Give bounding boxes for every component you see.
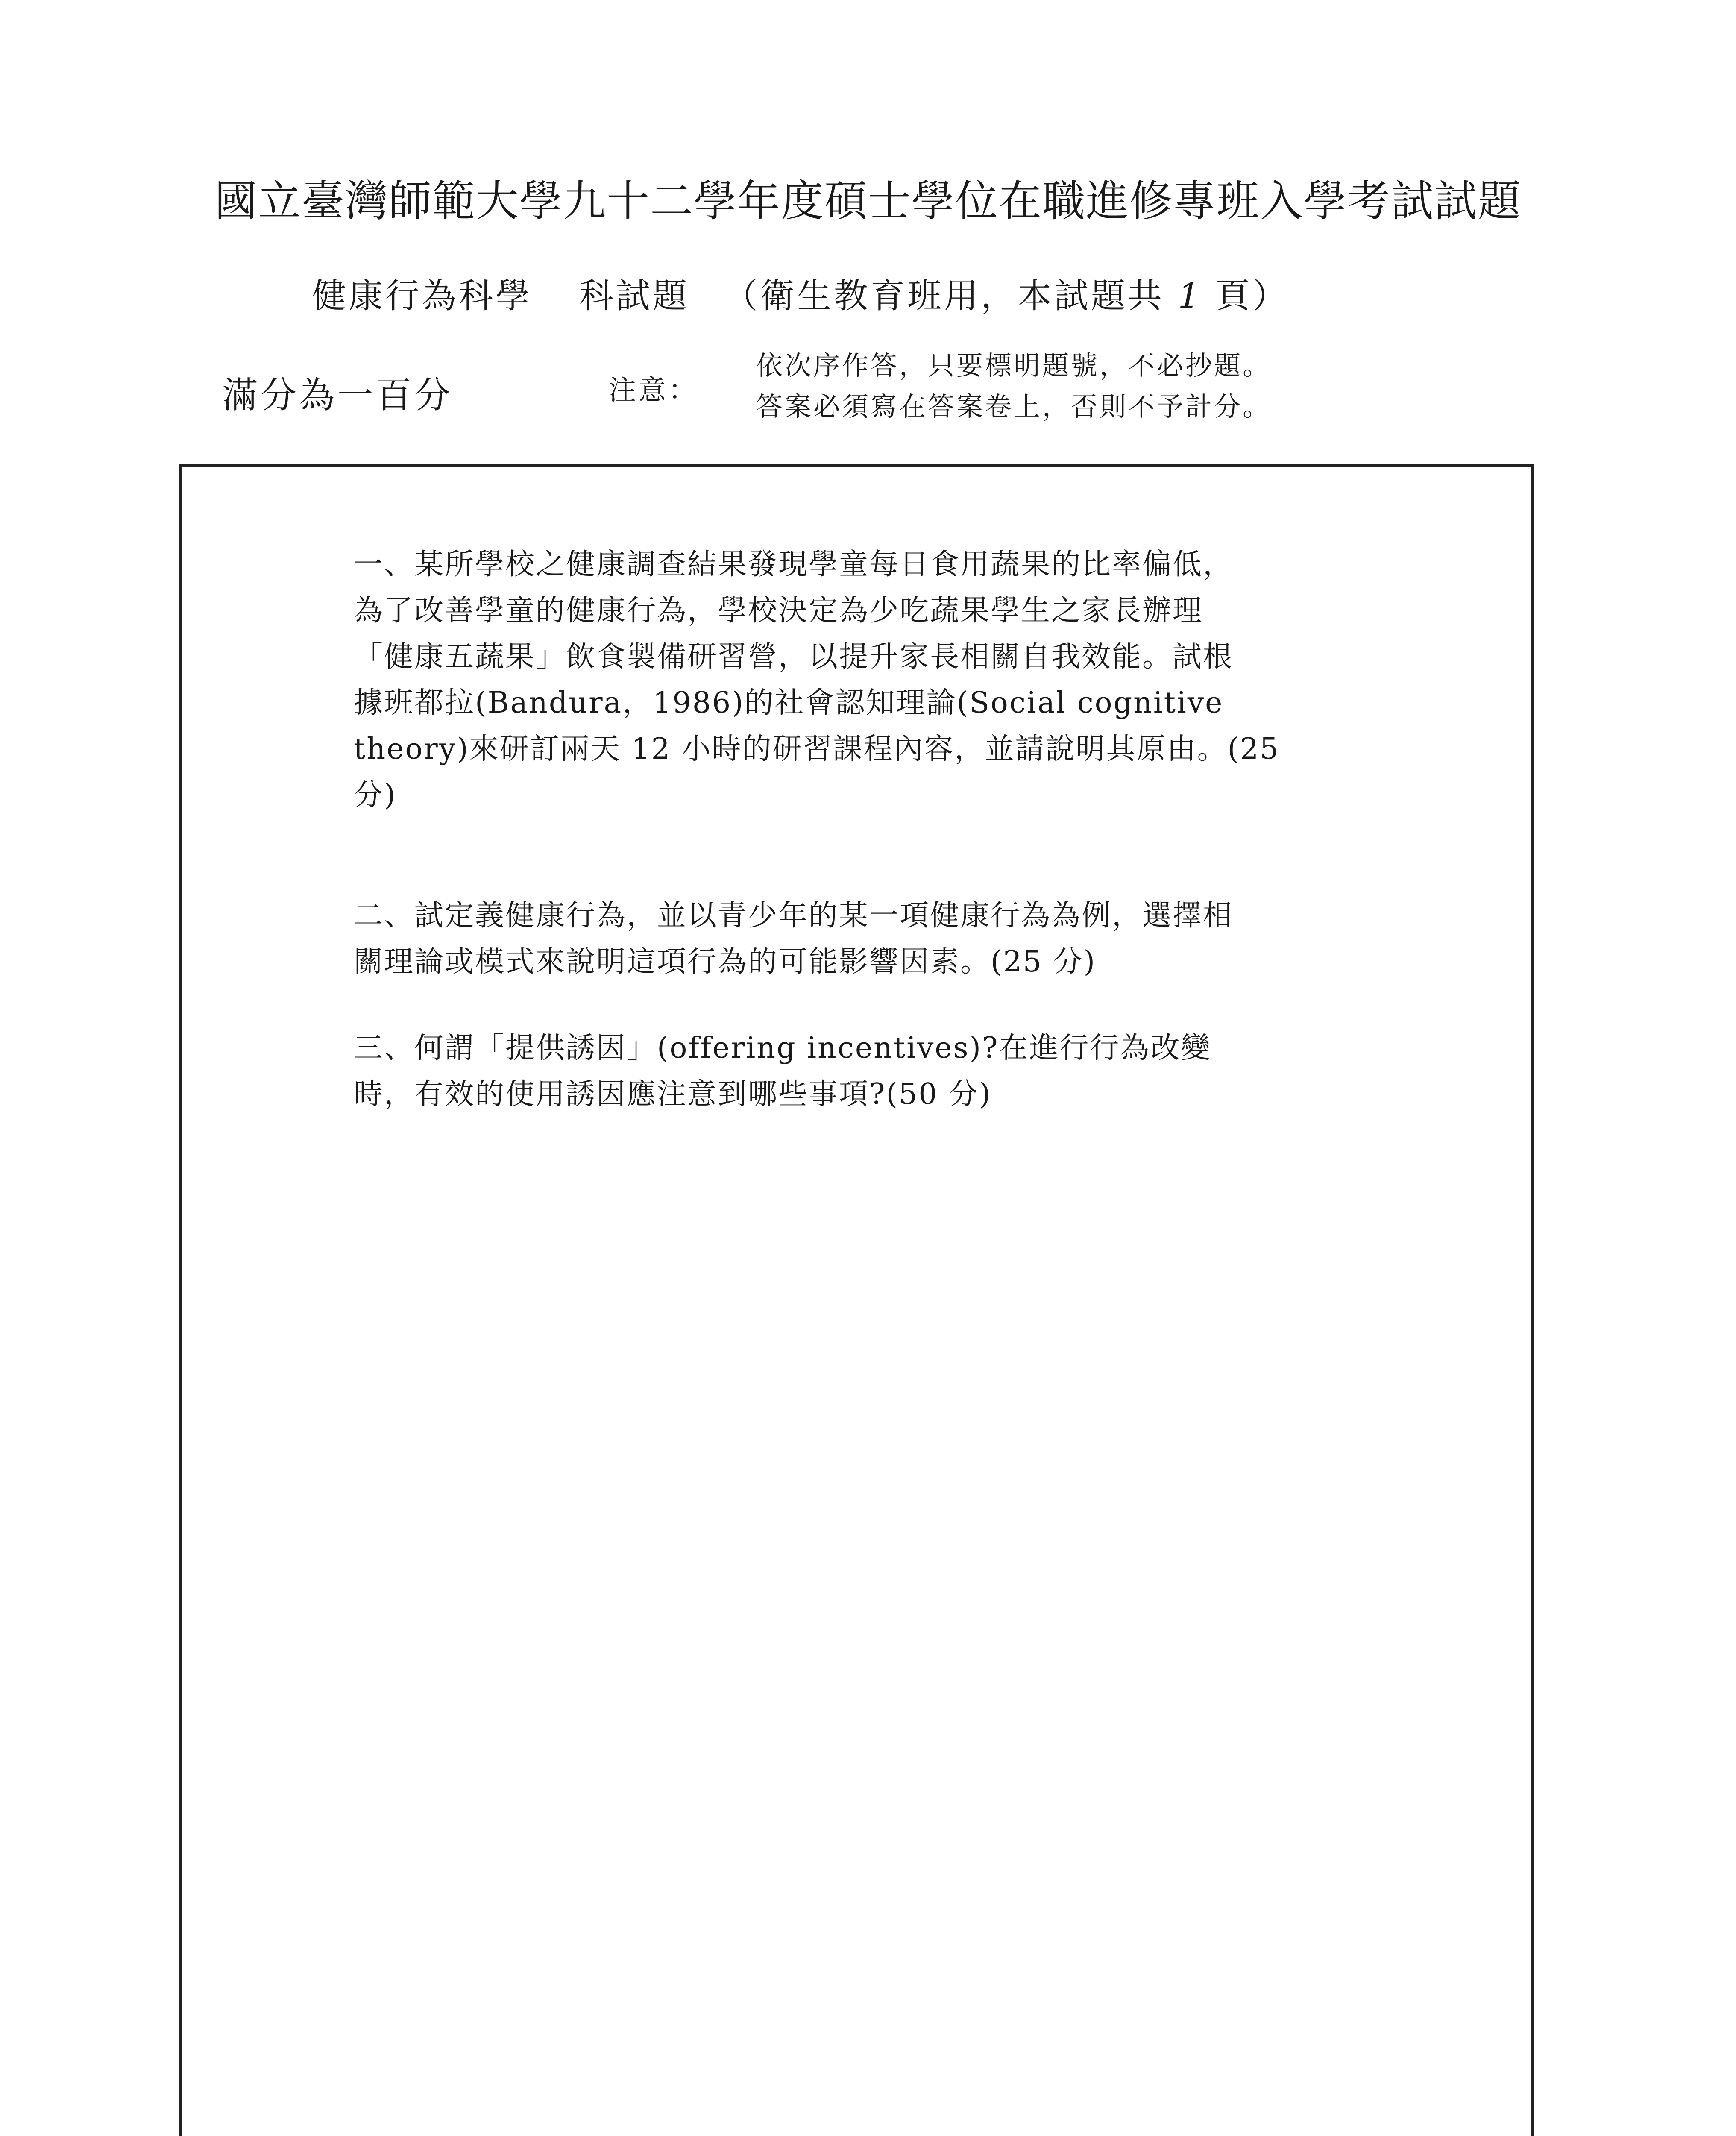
question-line: 「健康五蔬果」飲食製備研習營，以提升家長相關自我效能。試根 [354, 640, 1234, 674]
subject-suffix: 科試題 [579, 276, 689, 316]
page-count: 1 [1178, 276, 1202, 316]
question-2 [354, 893, 1358, 985]
notice-text [756, 345, 1271, 427]
question-line: 分) [354, 778, 397, 812]
question-line: 一、某所學校之健康調查結果發現學童每日食用蔬果的比率偏低， [354, 548, 1234, 581]
notice-line: 答案必須寫在答案卷上，否則不予計分。 [756, 391, 1272, 422]
question-line: 為了改善學童的健康行為，學校決定為少吃蔬果學生之家長辦理 [354, 594, 1203, 628]
exam-title: 國立臺灣師範大學九十二學年度碩士學位在職進修專班入學考試試題 [214, 176, 1522, 226]
question-line: 關理論或模式來說明這項行為的可能影響因素。(25 分) [354, 945, 1097, 979]
question-line: 時，有效的使用誘因應注意到哪些事項?(50 分) [354, 1077, 992, 1111]
question-line: theory)來研訂兩天 12 小時的研習課程內容，並請說明其原由。(25 [354, 732, 1280, 766]
full-score-note: 滿分為一百分 [222, 374, 453, 416]
class-note: （衛生教育班用，本試題共 [724, 276, 1164, 316]
exam-subtitle [312, 268, 1289, 317]
subject-name: 健康行為科學 [312, 276, 532, 316]
question-line: 據班都拉(Bandura，1986)的社會認知理論(Social cognitive [354, 686, 1224, 720]
page-unit: 頁） [1215, 276, 1289, 316]
question-1 [354, 542, 1358, 819]
notice-label: 注意： [609, 375, 698, 406]
question-line: 二、試定義健康行為，並以青少年的某一項健康行為為例，選擇相 [354, 899, 1234, 933]
question-3 [354, 1025, 1358, 1118]
question-line: 三、何謂「提供誘因」(offering incentives)?在進行行為改變 [354, 1031, 1211, 1065]
notice-line: 依次序作答，只要標明題號，不必抄題。 [756, 350, 1272, 381]
